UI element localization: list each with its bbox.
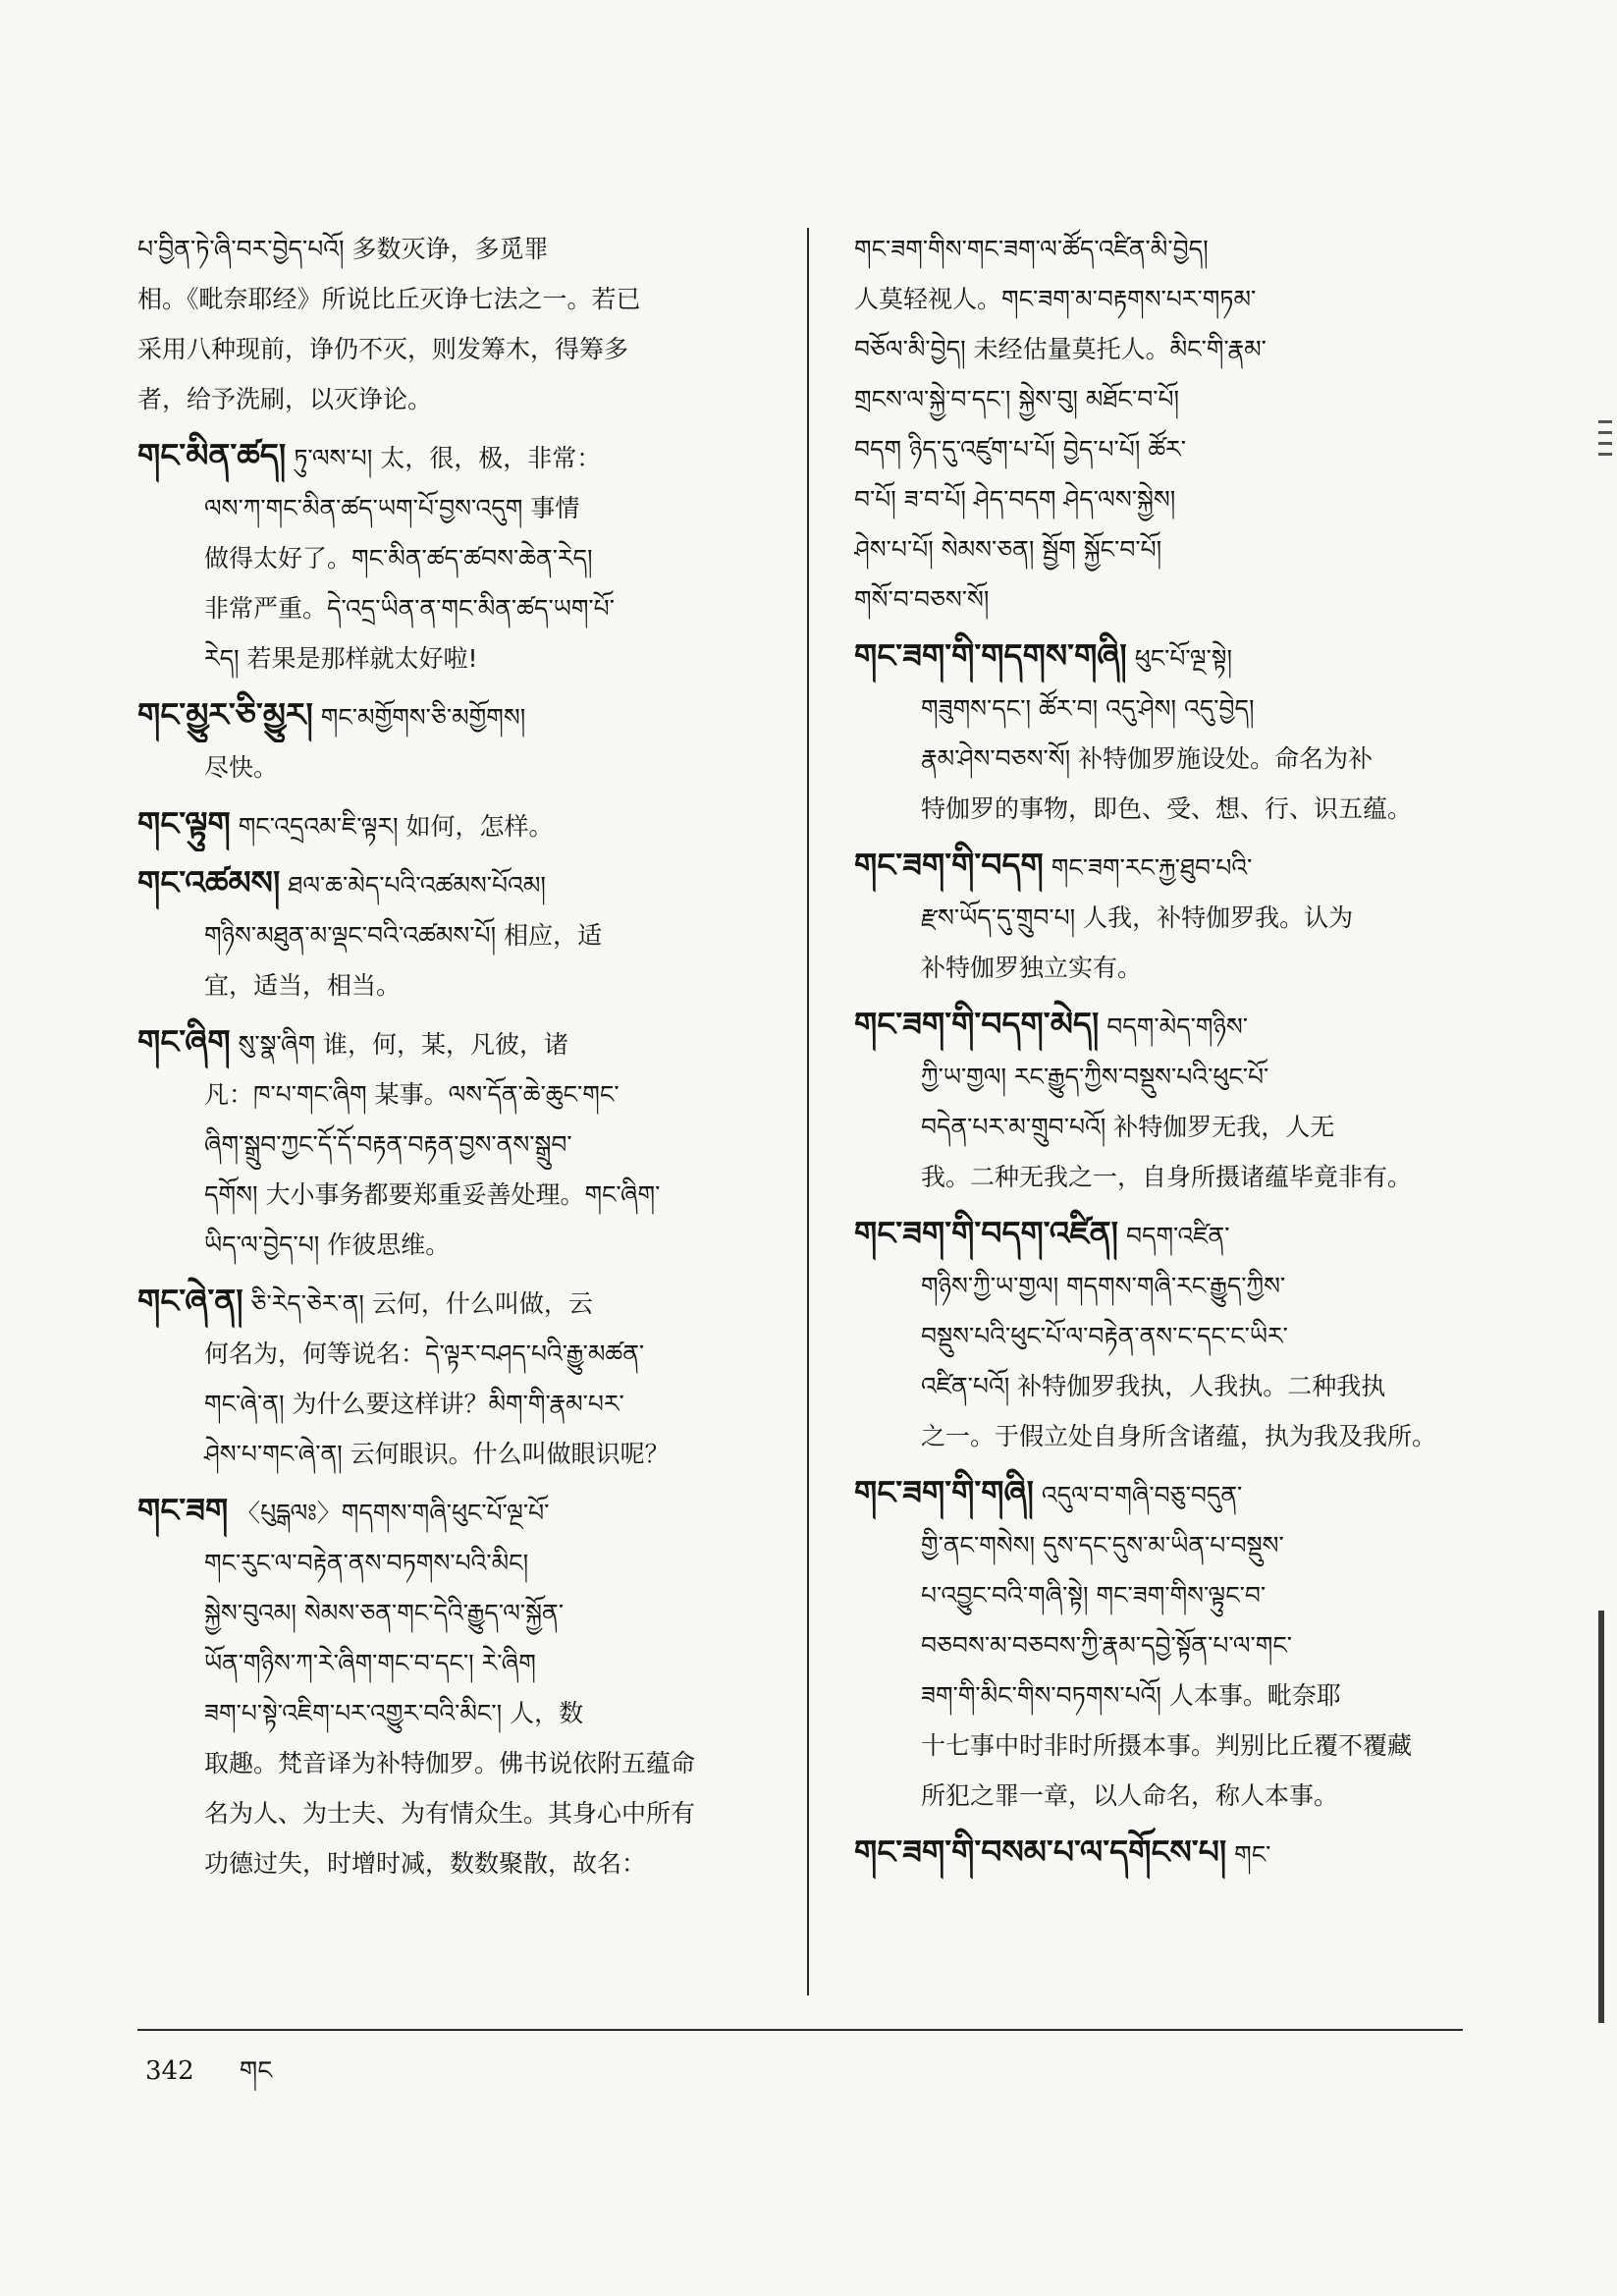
entry-line — [854, 324, 1482, 374]
entry-text: 功德过失，时增时减，数数聚散，故名： — [204, 1849, 647, 1878]
entry-line — [137, 1069, 790, 1120]
entry-text: གང་ཟག་རང་རྐྱ་ཐུབ་པའི་ — [1051, 853, 1253, 882]
entry-line — [854, 1771, 1482, 1821]
entry-text: གཟུགས་དང་། ཚོར་བ། འདུ་ཤེས། འདུ་བྱེད། — [921, 694, 1255, 723]
headword: གང་ཟག་གི་བདག་མེད། — [854, 1005, 1100, 1043]
entry-line — [137, 1379, 790, 1429]
entry-text: 非常严重。དེ་འདྲ་ཡིན་ན་གང་མིན་ཚད་ཡག་པོ་ — [204, 594, 615, 623]
entry-line — [137, 857, 790, 910]
entry-line — [137, 1220, 790, 1270]
right-column — [854, 224, 1482, 1886]
entry-text: བདེན་པར་མ་གྲུབ་པའོ། 补特伽罗无我，人无 — [921, 1113, 1335, 1141]
headword: གང་ཟག་གི་བདག་འཛིན། — [854, 1214, 1118, 1252]
entry-text: གསོ་བ་བཅས་སོ། — [854, 585, 990, 614]
entry-line — [137, 1738, 790, 1788]
entry-text: 人莫轻视人。གང་ཟག་མ་བརྟགས་པར་གཏམ་ — [854, 285, 1257, 313]
entry-line — [854, 1208, 1482, 1261]
entry-text: གཉིས་མཐུན་མ་ལྡང་བའི་འཚམས་པོ། 相应，适 — [204, 921, 603, 950]
entry-line — [854, 943, 1482, 993]
entry-text: 特伽罗的事物，即色、受、想、行、识五蕴。 — [921, 794, 1413, 823]
entry-line — [137, 1170, 790, 1220]
entry-line — [854, 1411, 1482, 1461]
entry-line — [137, 633, 790, 683]
entry-line — [854, 840, 1482, 893]
dictionary-entry — [854, 224, 1482, 625]
entry-text: བདག ཉིད་དུ་འཛུག་པ་པོ། བྱེད་པ་པོ། ཚོར་ — [854, 435, 1186, 464]
dictionary-entry — [854, 1467, 1482, 1821]
entry-text: ཟག་པ་སྟེ་འཇིག་པར་འགྱུར་བའི་མིང་། 人，数 — [204, 1699, 584, 1727]
entry-text: ཀྱི་ཡ་གྱལ། རང་རྒྱུད་ཀྱིས་བསྡུས་པའི་ཕུང་པོ་ — [921, 1063, 1269, 1091]
entry-line — [854, 574, 1482, 625]
entry-line — [137, 960, 790, 1011]
entry-text: བདག་འཛིན་ — [1125, 1222, 1230, 1250]
dictionary-entry — [137, 798, 790, 851]
entry-text: ཡིད་ལ་བྱེད་པ། 作彼思维。 — [204, 1230, 451, 1259]
entry-text: 之一。于假立处自身所含诸蕴，执为我及我所。 — [921, 1422, 1437, 1450]
dictionary-entry — [137, 857, 790, 1011]
headword: གང་འཚམས། — [137, 863, 281, 902]
page-edge-bar — [1598, 1611, 1604, 2023]
entry-line — [854, 1620, 1482, 1670]
entry-line — [137, 1429, 790, 1479]
entry-text: 所犯之罪一章，以人命名，称人本事。 — [921, 1781, 1339, 1810]
dictionary-entry — [137, 1276, 790, 1479]
entry-text: 做得太好了。གང་མིན་ཚད་ཚབས་ཆེན་རེད། — [204, 544, 593, 573]
headword: གང་ཟག — [137, 1491, 229, 1529]
entry-line — [854, 424, 1482, 474]
entry-line — [854, 474, 1482, 524]
entry-text: ཏུ་ལས་པ། 太，很，极，非常： — [294, 444, 602, 472]
headword: གང་ཞེ་ན། — [137, 1282, 243, 1320]
entry-text: 十七事中时非时所摄本事。判别比丘覆不覆藏 — [921, 1731, 1413, 1760]
entry-line — [137, 1688, 790, 1738]
entry-text: བཅོལ་མི་བྱེད། 未经估量莫托人。མིང་གི་རྣམ་ — [854, 335, 1267, 363]
dictionary-entry — [854, 630, 1482, 834]
entry-line — [137, 533, 790, 583]
entry-text: བ་པོ། ཟ་བ་པོ། ཤེད་བདག ཤེད་ལས་སྐྱེས། — [854, 485, 1176, 514]
entry-text: ཤེས་པ་གང་ཞེ་ན། 云何眼识。什么叫做眼识呢？ — [204, 1440, 670, 1468]
entry-line — [137, 1638, 790, 1688]
entry-line — [137, 1538, 790, 1588]
dictionary-entry — [854, 1827, 1482, 1880]
entry-line — [854, 1670, 1482, 1721]
entry-text: སུ་སྣ་ཞིག 谁，何，某，凡彼，诸 — [238, 1030, 569, 1059]
entry-text: 尽快。 — [204, 753, 279, 782]
entry-line — [854, 524, 1482, 574]
entry-text: ཞིག་སྒྲུབ་ཀྱང་དོ་དོ་བརྟན་བརྟན་བྱས་ནས་སྒྲུབ་ — [204, 1130, 572, 1159]
entry-text: 我。二种无我之一，自身所摄诸蕴毕竟非有。 — [921, 1163, 1413, 1191]
headword: གང་ཟག་གི་གདགས་གཞི། — [854, 636, 1127, 675]
entry-text: གང་རུང་ལ་བརྟེན་ནས་བཏགས་པའི་མིང། — [204, 1549, 529, 1577]
entry-text: རྫས་ཡོད་དུ་གྲུབ་པ། 人我，补特伽罗我。认为 — [921, 903, 1354, 932]
entry-line — [854, 630, 1482, 683]
entry-line — [137, 374, 790, 424]
dictionary-entry — [137, 430, 790, 683]
dictionary-entry — [854, 1208, 1482, 1461]
entry-line — [854, 1827, 1482, 1880]
margin-marks — [1598, 412, 1612, 530]
entry-line — [137, 224, 790, 274]
dictionary-entry — [137, 689, 790, 793]
entry-line — [137, 1120, 790, 1170]
entry-text: གང་མགྱོགས་ཅི་མགྱོགས། — [320, 703, 526, 732]
entry-text: 取趣。梵音译为补特伽罗。佛书说依附五蕴命 — [204, 1749, 696, 1777]
entry-line — [854, 274, 1482, 324]
entry-text: དགོས། 大小事务都要郑重妥善处理。གང་ཞིག་ — [204, 1180, 661, 1209]
entry-line — [137, 1588, 790, 1638]
entry-text: 补特伽罗独立实有。 — [921, 954, 1143, 982]
entry-text: གང་ཟག་གིས་གང་ཟག་ལ་ཚོད་འཛིན་མི་བྱེད། — [854, 235, 1209, 263]
entry-line — [137, 1485, 790, 1538]
dictionary-entry — [137, 224, 790, 424]
entry-line — [854, 1311, 1482, 1361]
column-divider — [807, 228, 809, 1995]
entry-line — [137, 324, 790, 374]
dictionary-entry — [854, 840, 1482, 993]
entry-text: 相。《毗奈耶经》所说比丘灭诤七法之一。若已 — [137, 285, 641, 313]
entry-text: རེད། 若果是那样就太好啦! — [204, 644, 478, 673]
entry-line — [137, 274, 790, 324]
entry-line — [854, 224, 1482, 274]
entry-line — [854, 1721, 1482, 1771]
entry-line — [854, 893, 1482, 943]
entry-line — [854, 1052, 1482, 1102]
entry-line — [854, 1361, 1482, 1411]
entry-text: གང་ — [1234, 1840, 1271, 1869]
entry-line — [137, 483, 790, 533]
entry-text: སྐྱེས་བུའམ། སེམས་ཅན་གང་དེའི་རྒྱུད་ལ་སྐྱོན་ — [204, 1599, 564, 1627]
entry-line — [854, 999, 1482, 1052]
entry-text: ཤེས་པ་པོ། སེམས་ཅན། སྦྱོག སྐྱོང་བ་པོ། — [854, 535, 1162, 564]
entry-line — [137, 742, 790, 793]
entry-line — [854, 1152, 1482, 1202]
headword: གང་ཟག་གི་བདག — [854, 846, 1044, 884]
entry-line — [137, 583, 790, 633]
entry-text: ལས་ཀ་གང་མིན་ཚད་ཡག་པོ་བྱས་འདུག 事情 — [204, 494, 580, 522]
entry-line — [854, 1102, 1482, 1152]
entry-text: རྣམ་ཤེས་བཅས་སོ། 补特伽罗施设处。命名为补 — [921, 744, 1374, 773]
entry-text: འཛིན་པའོ། 补特伽罗我执，人我执。二种我执 — [921, 1372, 1386, 1400]
headword: གང་ཟག་གི་གཞི། — [854, 1473, 1034, 1511]
entry-line — [854, 1520, 1482, 1570]
entry-text: གྲངས་ལ་སྐྱེ་བ་དང་། སྐྱེས་བུ། མཐོང་བ་པོ། — [854, 385, 1180, 413]
entry-text: ཐལ་ཆ་མེད་པའི་འཚམས་པོའམ། — [288, 871, 546, 900]
entry-line — [854, 784, 1482, 834]
headword: གང་མྱུར་ཅི་མྱུར། — [137, 695, 313, 734]
entry-text: 宜，适当，相当。 — [204, 971, 402, 1000]
page-number: 342 — [145, 2056, 194, 2086]
entry-text: གང་ཞེ་ན། 为什么要这样讲？མིག་གི་རྣམ་པར་ — [204, 1390, 624, 1418]
entry-line — [137, 1276, 790, 1329]
headword: གང་ལྟུག — [137, 804, 231, 843]
dictionary-entry — [137, 1485, 790, 1888]
entry-text: བཅབས་མ་བཅབས་ཀྱི་རྣམ་དབྱེ་སྟོན་པ་ལ་གང་ — [921, 1631, 1293, 1660]
running-head: གང — [239, 2056, 273, 2086]
entry-text: 采用八种现前，诤仍不灭，则发筹木，得筹多 — [137, 335, 629, 363]
entry-text: གྱི་ནང་གསེས། དུས་དང་དུས་མ་ཡིན་པ་བསྡུས་ — [921, 1531, 1284, 1559]
entry-line — [137, 1788, 790, 1838]
entry-line — [854, 1570, 1482, 1620]
entry-text: པ་བྱིན་ཏེ་ཞི་བར་བྱེད་པའོ། 多数灭诤，多觅罪 — [137, 235, 549, 263]
dictionary-entry — [854, 999, 1482, 1202]
entry-text: བསྡུས་པའི་ཕུང་པོ་ལ་བརྟེན་ནས་ང་དང་ང་ཡིར་ — [921, 1322, 1288, 1350]
entry-text: ཕུང་པོ་ལྔ་སྟེ། — [1134, 644, 1232, 673]
entry-line — [854, 1467, 1482, 1520]
entry-text: 何名为，何等说名：དེ་ལྟར་བཤད་པའི་རྒྱུ་མཚན་ — [204, 1339, 645, 1368]
entry-line — [854, 374, 1482, 424]
entry-text: 者，给予洗刷，以灭诤论。 — [137, 385, 433, 413]
entry-line — [137, 910, 790, 960]
entry-text: བདག་མེད་གཉིས་ — [1106, 1012, 1249, 1041]
entry-line — [854, 683, 1482, 734]
left-column — [137, 224, 790, 1894]
entry-line — [137, 1016, 790, 1069]
headword: གང་ཞིག — [137, 1022, 231, 1061]
footer-rule — [137, 2029, 1463, 2031]
entry-text: 名为人、为士夫、为有情众生。其身心中所有 — [204, 1799, 696, 1828]
entry-line — [137, 1329, 790, 1379]
dictionary-entry — [137, 1016, 790, 1270]
entry-text: 凡：ཁ་པ་གང་ཞིག 某事。ལས་དོན་ཆེ་ཆུང་གང་ — [204, 1080, 620, 1109]
entry-text: གཉིས་ཀྱི་ཡ་གྱལ། གདགས་གཞི་རང་རྒྱུད་ཀྱིས་ — [921, 1272, 1286, 1300]
entry-line — [137, 798, 790, 851]
entry-text: 〈པུདྒལཿ〉གདགས་གཞི་ཕུང་པོ་ལྔ་པོ་ — [236, 1499, 550, 1527]
entry-text: གང་འདྲའམ་ཇི་ལྟར། 如何，怎样。 — [238, 812, 554, 841]
headword: གང་ཟག་གི་བསམ་པ་ལ་དགོངས་པ། — [854, 1832, 1227, 1871]
page-footer — [145, 2043, 272, 2114]
entry-text: ཡོན་གཉིས་ཀ་རེ་ཞིག་གང་བ་དང་། རེ་ཞིག — [204, 1649, 536, 1677]
entry-line — [854, 1261, 1482, 1311]
entry-line — [137, 1838, 790, 1888]
entry-text: ཅི་རེད་ཅེར་ན། 云何，什么叫做，云 — [250, 1289, 593, 1318]
headword: གང་མིན་ཚད། — [137, 436, 287, 474]
entry-line — [137, 689, 790, 742]
entry-line — [854, 734, 1482, 784]
entry-line — [137, 430, 790, 483]
entry-text: འདུལ་བ་གཞི་བཅུ་བདུན་ — [1041, 1481, 1243, 1509]
entry-text: པ་འབྱུང་བའི་གཞི་སྟེ། གང་ཟག་གིས་ལྟུང་བ་ — [921, 1581, 1267, 1610]
entry-text: ཟག་གི་མིང་གིས་བཏགས་པའོ། 人本事。毗奈耶 — [921, 1681, 1341, 1710]
